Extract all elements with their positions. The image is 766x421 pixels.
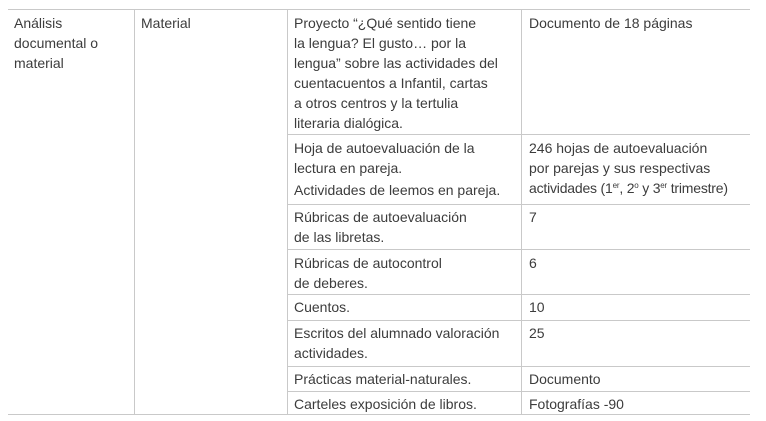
item-cell [294,207,467,247]
item-line: Carteles exposición de libros. [294,396,477,412]
item-cell [294,253,442,293]
item-line: Cuentos. [294,299,351,315]
value-line: 6 [529,255,537,271]
item-line: Proyecto “¿Qué sentido tiene [294,15,477,31]
item-line: Rúbricas de autoevaluación [294,209,467,225]
item-line: Hoja de autoevaluación de la [294,140,475,156]
value-cell [529,253,537,273]
item-line: Actividades de leemos en pareja. [294,182,501,198]
item-line: de las libretas. [294,229,385,245]
category-line: material [14,55,64,71]
value-line: 7 [529,209,537,225]
value-cell [529,323,545,343]
value-cell [529,369,601,389]
item-line: lengua” sobre las actividades del [294,55,498,71]
column-divider [134,9,135,415]
value-line: 10 [529,299,545,315]
value-line: 246 hojas de autoevaluación [529,140,708,156]
item-cell [294,323,499,363]
value-cell [529,394,624,414]
category-cell [14,13,98,73]
value-cell [529,138,728,198]
value-cell [529,297,545,317]
value-line-trimesters: actividades (1er, 2$^o$ y 3er trimestre) [529,180,728,196]
column-divider [287,9,288,415]
value-cell [529,207,537,227]
item-line: Prácticas material-naturales. [294,371,472,387]
table-bottom-border [8,414,750,415]
item-cell [294,297,350,317]
item-line: Escritos del alumnado valoración [294,325,500,341]
item-line: actividades. [294,345,368,361]
row-divider [287,204,750,205]
value-line: 25 [529,325,545,341]
value-cell [529,13,692,33]
item-line: a otros centros y la tertulia [294,95,459,111]
item-line: Rúbricas de autocontrol [294,255,442,271]
row-divider [287,391,750,392]
row-divider [287,294,750,295]
item-cell [294,369,471,389]
row-divider [287,134,750,135]
item-cell [294,394,477,414]
item-line: la lengua? El gusto… por la [294,35,466,51]
value-line: por parejas y sus respectivas [529,160,711,176]
item-cell [294,138,500,200]
row-divider [287,320,750,321]
type-cell: Material [141,15,191,31]
value-line: Documento [529,371,601,387]
row-divider [287,249,750,250]
item-line: de deberes. [294,275,368,291]
item-line: cuentacuentos a Infantil, cartas [294,75,488,91]
row-divider [287,366,750,367]
item-line: literaria dialógica. [294,115,403,131]
value-line: Fotografías -90 [529,396,624,412]
category-line: Análisis [14,15,63,31]
column-divider [521,9,522,415]
table-top-border [8,9,750,10]
item-line: lectura en pareja. [294,160,403,176]
item-cell [294,13,498,133]
category-line: documental o [14,35,99,51]
value-line: Documento de 18 páginas [529,15,693,31]
